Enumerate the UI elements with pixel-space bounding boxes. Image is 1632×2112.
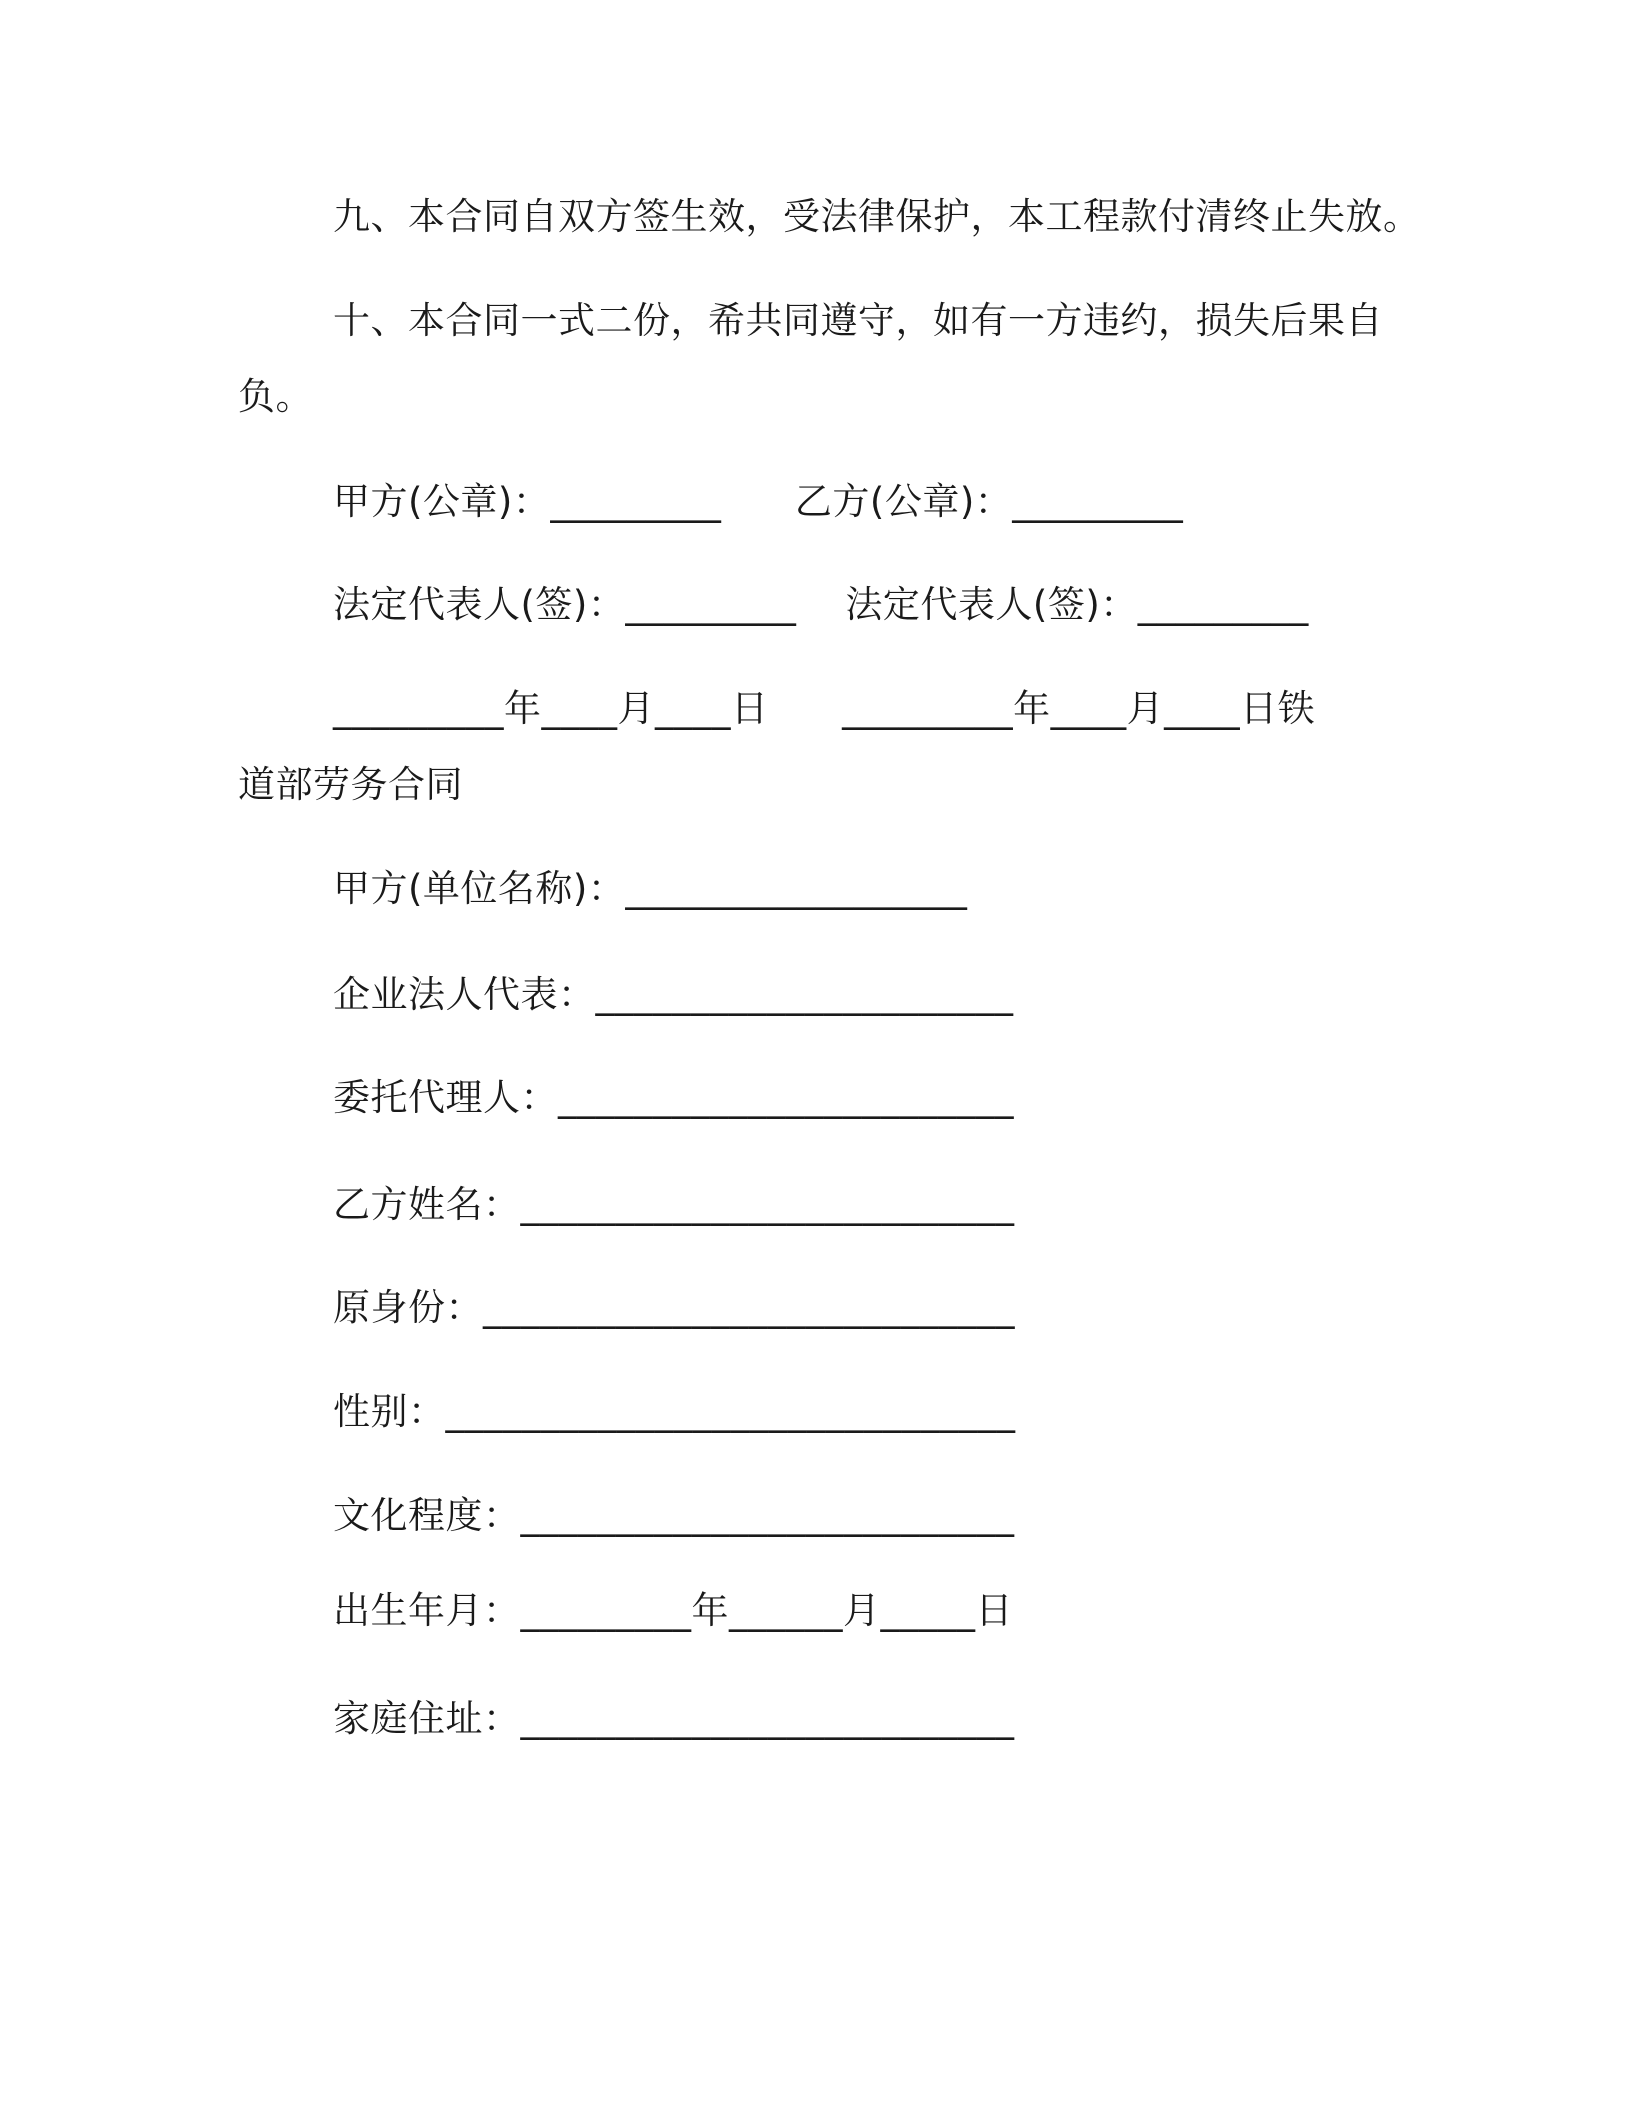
education-field: 文化程度：__________________________ [333,1494,1015,1537]
seal-signature-line: 甲方(公章)：_________ 乙方(公章)：_________ [333,480,1184,523]
home-address-field: 家庭住址：__________________________ [333,1697,1015,1740]
party-b-name-field: 乙方姓名：__________________________ [333,1183,1015,1226]
birth-date-field: 出生年月：_________年______月_____日 [333,1589,1013,1632]
clause-9: 九、本合同自双方签生效，受法律保护，本工程款付清终止失放。 [333,195,1421,238]
clause-10-line-1: 十、本合同一式二份，希共同遵守，如有一方违约，损失后果自 [333,299,1383,342]
signing-date-line: _________年____月____日 _________年____月____日铁 [333,687,1316,730]
authorized-agent-field: 委托代理人：________________________ [333,1076,1014,1119]
gender-field: 性别：______________________________ [333,1390,1016,1433]
next-contract-title: 道部劳务合同 [238,763,463,806]
original-identity-field: 原身份：____________________________ [333,1286,1015,1329]
legal-representative-signature-line: 法定代表人(签)：_________ 法定代表人(签)：_________ [333,583,1309,626]
legal-representative-field: 企业法人代表：______________________ [333,973,1014,1016]
party-a-field: 甲方(单位名称)：__________________ [333,867,968,910]
clause-10-line-2: 负。 [238,375,313,418]
